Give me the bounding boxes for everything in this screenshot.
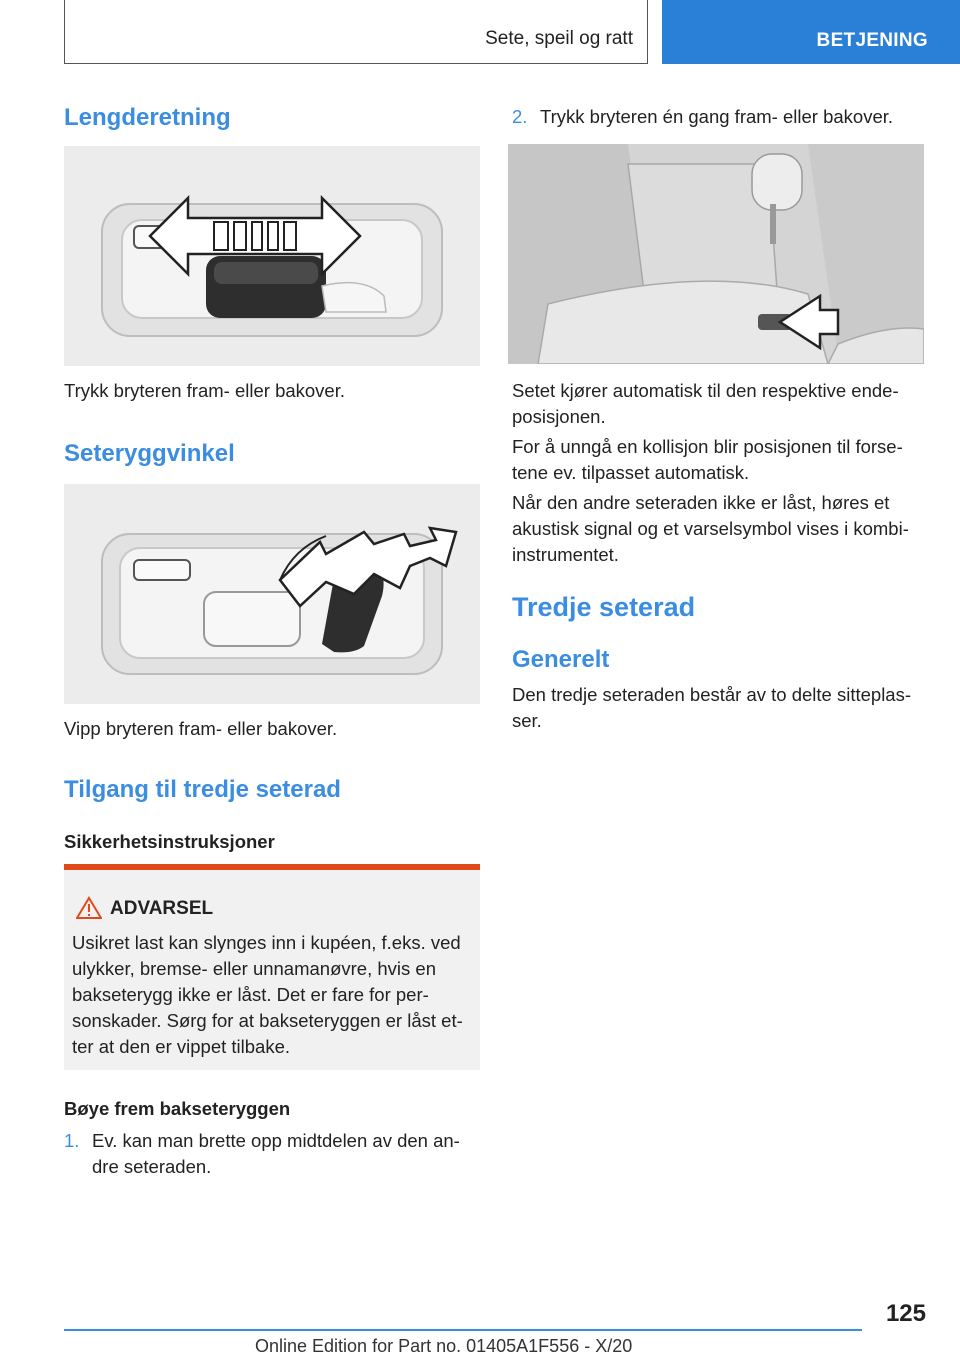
paragraph-not-locked: Når den andre seteraden ikke er låst, høres et akustisk signal og et varselsymbol vises i kombi-instrumentet. bbox=[512, 492, 909, 565]
warning-triangle-icon bbox=[76, 896, 102, 925]
step-1-text: Ev. kan man brette opp midtdelen av den an-dre seteraden. bbox=[92, 1130, 460, 1177]
step-2-number: 2. bbox=[512, 106, 528, 127]
header-section-box bbox=[64, 0, 648, 64]
warning-box bbox=[64, 864, 480, 1070]
caption-length: Trykk bryteren fram- eller bakover. bbox=[64, 380, 346, 401]
subheading-fold-backrest: Bøye frem bakseteryggen bbox=[64, 1098, 291, 1119]
step-2-text: Trykk bryteren én gang fram- eller bakover. bbox=[540, 106, 894, 127]
image-backrest-switch bbox=[64, 484, 480, 704]
footer-edition: Online Edition for Part no. 01405A1F556 - X/20 bbox=[255, 1336, 633, 1356]
heading-access-third-row: Tilgang til tredje seterad bbox=[64, 776, 341, 803]
image-length-switch bbox=[64, 146, 480, 366]
image-second-row-seat bbox=[508, 144, 924, 364]
heading-third-row: Tredje seterad bbox=[512, 592, 696, 622]
page-number: 125 bbox=[885, 1300, 926, 1327]
warning-text: Usikret last kan slynges inn i kupéen, f.eks. ved ulykker, bremse- eller unnamanøvre, hvis en bakseterygg ikke er låst. Det er fare for per-sonskader. Sørg for at bakseteryggen er låst et-ter at den er vippet tilbake. bbox=[72, 932, 463, 1057]
subheading-safety: Sikkerhetsinstruksjoner bbox=[64, 831, 275, 852]
paragraph-third-row: Den tredje seteraden består av to delte sitteplas-ser. bbox=[512, 684, 912, 731]
heading-general: Generelt bbox=[512, 646, 610, 673]
header-section-title: Sete, speil og ratt bbox=[485, 28, 633, 49]
footer-divider bbox=[64, 1329, 862, 1331]
caption-backrest: Vipp bryteren fram- eller bakover. bbox=[64, 718, 338, 739]
heading-backrest: Seteryggvinkel bbox=[64, 440, 235, 467]
heading-length: Lengderetning bbox=[64, 104, 231, 131]
paragraph-auto-position: Setet kjører automatisk til den respektive ende-posisjonen. bbox=[512, 380, 899, 427]
warning-title: ADVARSEL bbox=[110, 898, 214, 919]
paragraph-collision: For å unngå en kollisjon blir posisjonen til forse-tene ev. tilpasset automatisk. bbox=[512, 436, 903, 483]
header-chapter-tab[interactable] bbox=[662, 0, 960, 64]
header-chapter-title: BETJENING bbox=[816, 30, 928, 51]
step-1-number: 1. bbox=[64, 1130, 80, 1151]
